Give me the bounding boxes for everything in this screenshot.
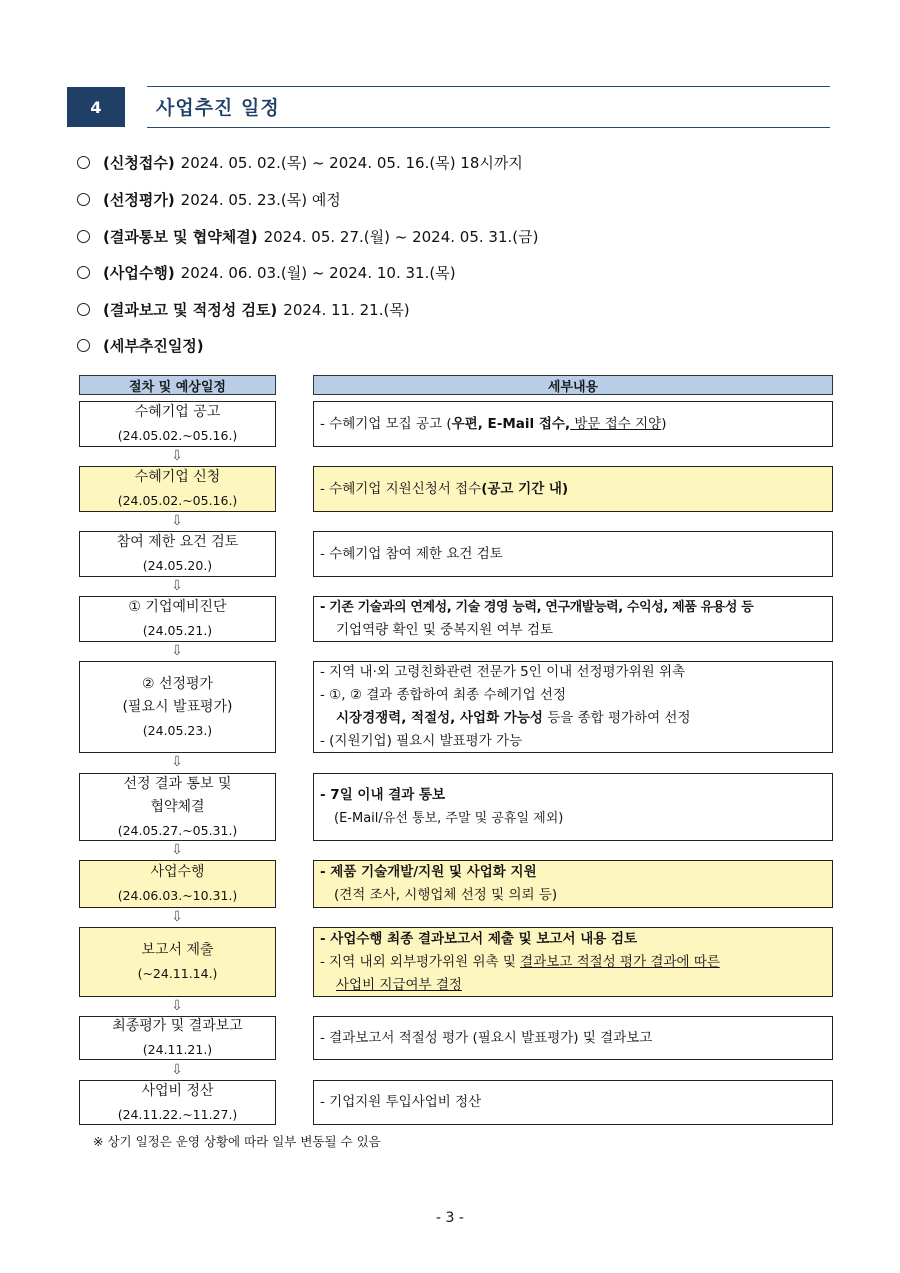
step-name-sub: (필요시 발표평가) [122, 698, 233, 715]
bullet-execution [77, 262, 456, 283]
detail-underline: 사업비 지급여부 결정 [336, 976, 462, 993]
step-box-execution [79, 860, 276, 908]
detail-text: - 지역 내·외 고령친화관련 전문가 5인 이내 선정평가위원 위촉 [320, 664, 686, 680]
down-arrow-icon: ⇩ [171, 754, 183, 770]
down-arrow-icon: ⇩ [171, 643, 183, 659]
step-name: 사업비 정산 [141, 1082, 214, 1099]
section-title: 사업추진 일정 [156, 97, 280, 119]
step-detail-notification [313, 773, 833, 841]
detail-text: - 결과보고서 적절성 평가 (필요시 발표평가) 및 결과보고 [320, 1029, 653, 1046]
step-detail-final-eval [313, 1016, 833, 1060]
detail-underline: 방문 접수 지양 [570, 415, 662, 432]
detail-text: - 수혜기업 참여 제한 요건 검토 [320, 545, 503, 562]
detail-text: - 수혜기업 모집 공고 ( [320, 415, 452, 432]
step-name: 참여 제한 요건 검토 [116, 534, 239, 550]
bullet-text: 2024. 05. 27.(월) ~ 2024. 05. 31.(금) [263, 228, 539, 246]
step-date: (24.05.02.~05.16.) [117, 428, 238, 443]
step-detail-eligibility [313, 531, 833, 577]
detail-bold: 시장경쟁력, 적절성, 사업화 가능성 [336, 710, 543, 726]
step-name: 사업수행 [150, 864, 205, 880]
step-detail-diagnosis [313, 596, 833, 642]
step-date: (24.06.03.~10.31.) [117, 888, 238, 903]
step-box-report [79, 927, 276, 997]
step-name: 보고서 제출 [141, 942, 214, 958]
step-date: (24.05.20.) [142, 558, 213, 573]
header-rule-bottom [147, 127, 830, 128]
step-date: (~24.11.14.) [137, 966, 218, 981]
bullet-label: (신청접수) [103, 154, 175, 172]
section-number: 4 [67, 87, 125, 127]
step-name-sub: 협약체결 [150, 798, 205, 815]
bullet-label: (선정평가) [103, 191, 175, 209]
step-box-settlement [79, 1080, 276, 1125]
step-name: 수혜기업 공고 [134, 404, 221, 420]
step-name: ① 기업예비진단 [128, 599, 227, 615]
step-box-selection [79, 661, 276, 753]
detail-text: (견적 조사, 시행업체 선정 및 의뢰 등) [334, 887, 558, 903]
step-detail-announcement [313, 401, 833, 447]
bullet-detail-schedule [77, 335, 210, 356]
step-box-announcement [79, 401, 276, 447]
left-column-header: 절차 및 예상일정 [79, 375, 276, 395]
bullet-text: 2024. 11. 21.(목) [283, 301, 410, 319]
bullet-label: (결과통보 및 협약체결) [103, 228, 258, 246]
circle-bullet-icon [77, 230, 90, 243]
circle-bullet-icon [77, 266, 90, 279]
step-name: 선정 결과 통보 및 [123, 775, 232, 792]
detail-text: 기업역량 확인 및 중복지원 여부 검토 [336, 622, 554, 638]
down-arrow-icon: ⇩ [171, 448, 183, 464]
step-detail-application [313, 466, 833, 512]
bullet-notification [77, 226, 538, 247]
step-box-application [79, 466, 276, 512]
step-detail-report [313, 927, 833, 997]
detail-bold: - 기존 기술과의 연계성, 기술 경영 능력, 연구개발능력, 수익성, 제품 유용성 등 [320, 600, 754, 615]
circle-bullet-icon [77, 193, 90, 206]
detail-bold: 우편, E-Mail 접수, [451, 415, 571, 432]
step-detail-selection [313, 661, 833, 753]
detail-bold: (공고 기간 내) [481, 480, 569, 497]
step-name: ② 선정평가 [141, 675, 214, 692]
down-arrow-icon: ⇩ [171, 513, 183, 529]
step-date: (24.05.23.) [142, 722, 213, 738]
bullet-label: (결과보고 및 적정성 검토) [103, 301, 278, 319]
down-arrow-icon: ⇩ [171, 909, 183, 925]
detail-text: - 기업지원 투입사업비 정산 [320, 1094, 482, 1110]
detail-text: (E-Mail/유선 통보, 주말 및 공휴일 제외) [334, 811, 564, 826]
detail-text: ) [661, 415, 667, 432]
down-arrow-icon: ⇩ [171, 998, 183, 1014]
page-number: - 3 - [436, 1210, 464, 1226]
circle-bullet-icon [77, 303, 90, 316]
step-date: (24.05.27.~05.31.) [117, 822, 238, 838]
circle-bullet-icon [77, 339, 90, 352]
down-arrow-icon: ⇩ [171, 1062, 183, 1078]
detail-text: - 지역 내외 외부평가위원 위촉 및 [320, 953, 521, 970]
detail-bold: - 7일 이내 결과 통보 [320, 787, 446, 803]
step-box-final-eval [79, 1016, 276, 1060]
bullet-label: (세부추진일정) [103, 337, 204, 355]
detail-text: - (지원기업) 필요시 발표평가 가능 [320, 733, 523, 749]
circle-bullet-icon [77, 156, 90, 169]
down-arrow-icon: ⇩ [171, 842, 183, 858]
step-box-notification [79, 773, 276, 841]
step-name: 최종평가 및 결과보고 [112, 1018, 243, 1034]
schedule-note: ※ 상기 일정은 운영 상황에 따라 일부 변동될 수 있음 [93, 1134, 381, 1149]
detail-text: - 수혜기업 지원신청서 접수 [320, 480, 482, 497]
down-arrow-icon: ⇩ [171, 578, 183, 594]
step-detail-settlement [313, 1080, 833, 1125]
step-date: (24.11.22.~11.27.) [117, 1106, 238, 1122]
bullet-application [77, 152, 523, 173]
detail-text: 등을 종합 평가하여 선정 [542, 710, 691, 726]
bullet-text: 2024. 05. 02.(목) ~ 2024. 05. 16.(목) 18시까지 [180, 154, 523, 172]
step-box-eligibility [79, 531, 276, 577]
detail-bold: - 제품 기술개발/지원 및 사업화 지원 [320, 864, 537, 880]
right-column-header: 세부내용 [313, 375, 833, 395]
step-date: (24.11.21.) [142, 1042, 213, 1057]
header-rule-top [147, 86, 830, 87]
bullet-text: 2024. 06. 03.(월) ~ 2024. 10. 31.(목) [180, 264, 456, 282]
step-date: (24.05.02.~05.16.) [117, 493, 238, 508]
bullet-report [77, 299, 410, 320]
detail-text: - ①, ② 결과 종합하여 최종 수혜기업 선정 [320, 687, 566, 703]
step-date: (24.05.21.) [142, 623, 213, 638]
detail-underline: 결과보고 적절성 평가 결과에 따른 [520, 953, 720, 970]
bullet-selection [77, 189, 341, 210]
step-box-diagnosis [79, 596, 276, 642]
detail-bold: - 사업수행 최종 결과보고서 제출 및 보고서 내용 검토 [320, 930, 638, 947]
bullet-text: 2024. 05. 23.(목) 예정 [180, 191, 341, 209]
step-name: 수혜기업 신청 [134, 469, 221, 485]
bullet-label: (사업수행) [103, 264, 175, 282]
step-detail-execution [313, 860, 833, 908]
